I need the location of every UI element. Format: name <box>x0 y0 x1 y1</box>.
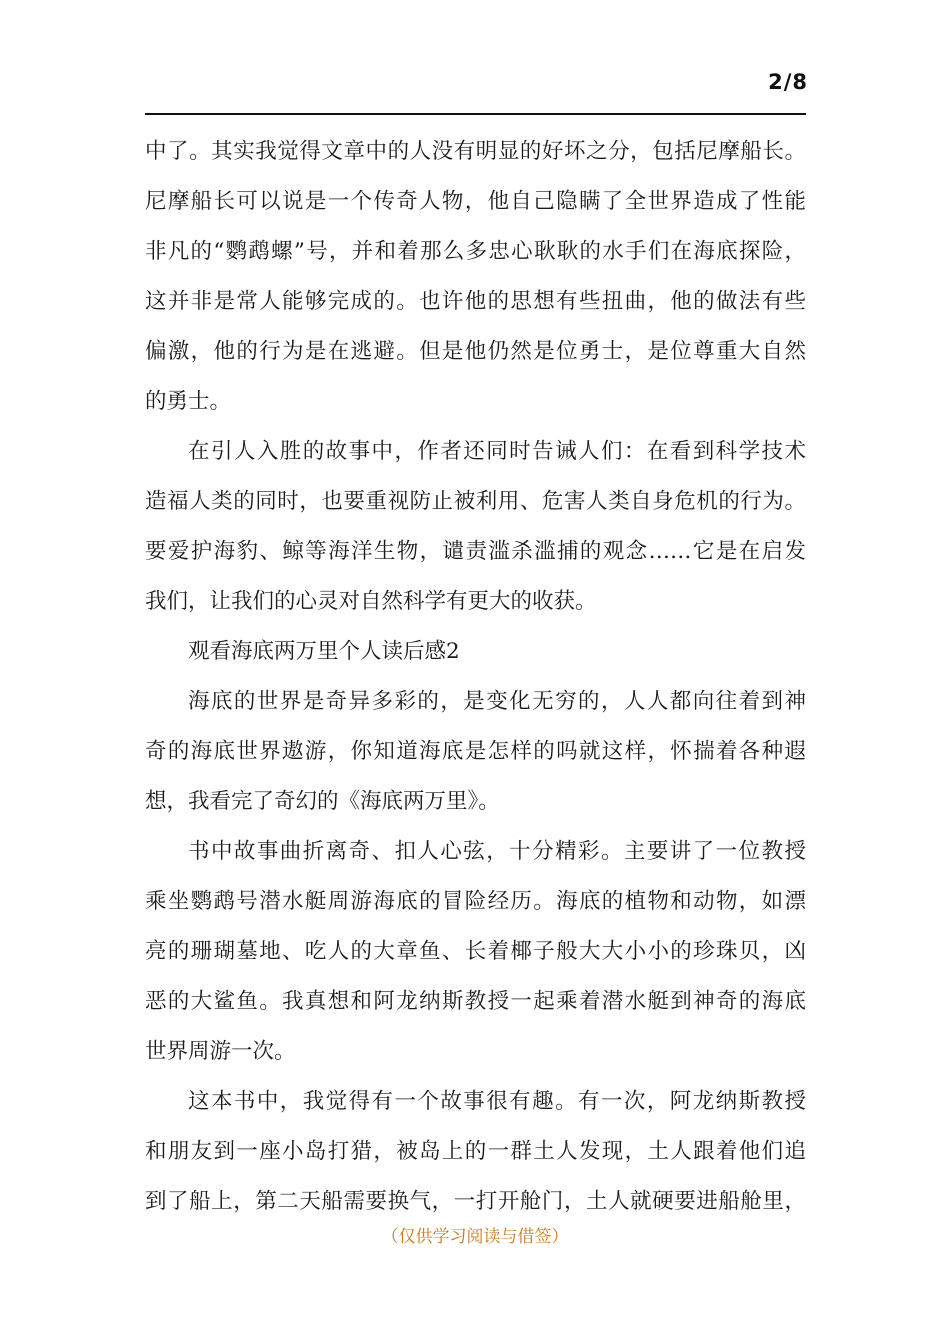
text-line: 海底的世界是奇异多彩的，是变化无穷的，人人都向往着到神 <box>188 689 806 714</box>
text-line: 世界周游一次。 <box>145 1039 296 1064</box>
text-line: 奇的海底世界遨游，你知道海底是怎样的吗就这样，怀揣着各种遐 <box>145 739 806 764</box>
text-line: 亮的珊瑚墓地、吃人的大章鱼、长着椰子般大大小小的珍珠贝，凶 <box>145 939 806 964</box>
text-line: 我们，让我们的心灵对自然科学有更大的收获。 <box>145 589 597 614</box>
text-line: 书中故事曲折离奇、扣人心弦，十分精彩。主要讲了一位教授 <box>188 839 806 864</box>
footer-note: （仅供学习阅读与借签） <box>381 1227 569 1247</box>
text-line: 乘坐鹦鹉号潜水艇周游海底的冒险经历。海底的植物和动物，如漂 <box>145 889 806 914</box>
text-line: 观看海底两万里个人读后感2 <box>188 639 460 664</box>
text-line: 这本书中，我觉得有一个故事很有趣。有一次，阿龙纳斯教授 <box>188 1089 806 1114</box>
header-rule <box>145 113 806 115</box>
text-line: 非凡的“鹦鹉螺”号，并和着那么多忠心耿耿的水手们在海底探险， <box>145 239 806 264</box>
text-line: 这并非是常人能够完成的。也许他的思想有些扭曲，他的做法有些 <box>145 289 806 314</box>
page-number: 2/8 <box>768 70 808 94</box>
text-line: 偏激，他的行为是在逃避。但是他仍然是位勇士，是位尊重大自然 <box>145 339 806 364</box>
text-line: 到了船上，第二天船需要换气，一打开舱门，土人就硬要进船舱里， <box>145 1189 806 1214</box>
text-line: 要爱护海豹、鲸等海洋生物，谴责滥杀滥捕的观念……它是在启发 <box>145 539 806 564</box>
text-line: 和朋友到一座小岛打猎，被岛上的一群土人发现，土人跟着他们追 <box>145 1139 806 1164</box>
document-body <box>145 127 806 1227</box>
text-line: 中了。其实我觉得文章中的人没有明显的好坏之分，包括尼摩船长。 <box>145 139 806 164</box>
text-line: 的勇士。 <box>145 389 232 414</box>
text-line: 在引人入胜的故事中，作者还同时告诫人们：在看到科学技术 <box>188 439 806 464</box>
text-line: 想，我看完了奇幻的《海底两万里》。 <box>145 789 500 814</box>
text-line: 恶的大鲨鱼。我真想和阿龙纳斯教授一起乘着潜水艇到神奇的海底 <box>145 989 806 1014</box>
text-line: 造福人类的同时，也要重视防止被利用、危害人类自身危机的行为。 <box>145 489 806 514</box>
text-line: 尼摩船长可以说是一个传奇人物，他自己隐瞒了全世界造成了性能 <box>145 189 806 214</box>
